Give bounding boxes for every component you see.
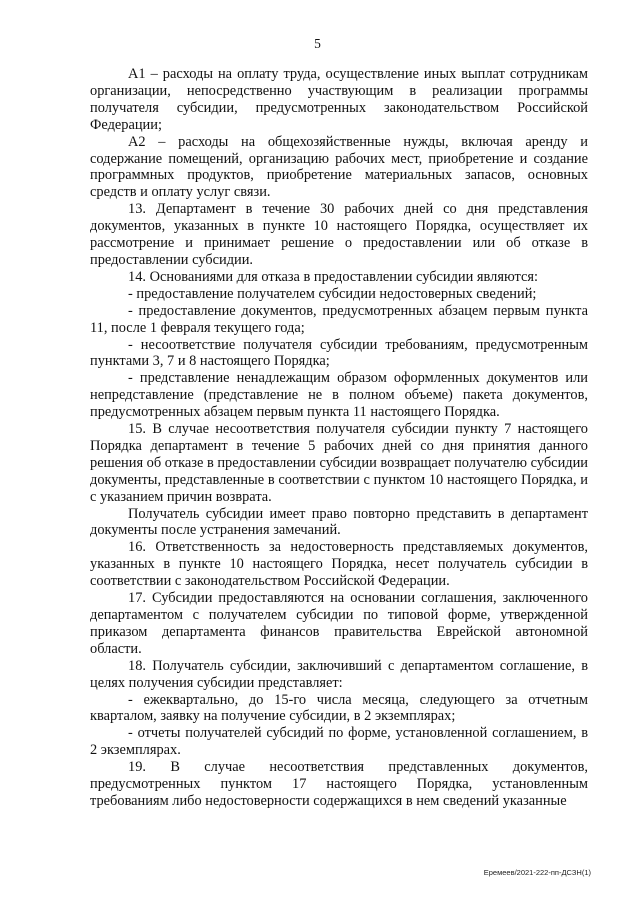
document-body [90,66,588,810]
page-number: 5 [314,36,321,51]
list-item-refusal-1: - предоставление получателем субсидии недостоверных сведений; [128,285,537,302]
paragraph-14: 14. Основаниями для отказа в предоставлении субсидии являются: [128,268,538,285]
paragraph-a2-expenses: А2 – расходы на общехозяйственные нужды, включая аренду и содержание помещений, организацию рабочих мест, приобретение и создание программных продуктов, приобретение материальных запасов, основных средств и оплату услуг связи. [90,133,588,201]
paragraph-18: 18. Получатель субсидии, заключивший с департаментом соглашение, в целях получения субсидии представляет: [90,657,588,691]
list-item-refusal-2: - предоставление документов, предусмотренных абзацем первым пункта 11, после 1 февраля текущего года; [90,302,588,336]
paragraph-16: 16. Ответственность за недостоверность представляемых документов, указанных в пункте 10 настоящего Порядка, несет получатель субсидии в соответствии с законодательством Российской Федерации. [90,539,588,590]
paragraph-15: 15. В случае несоответствия получателя субсидии пункту 7 настоящего Порядка департамент в течение 5 рабочих дней со дня принятия данного решения об отказе в предоставлении субсидии возвращает получателю субсидии документы, представленные в соответствии с пунктом 10 настоящего Порядка, и с указанием причин возврата. [90,421,588,505]
paragraph-19: 19. В случае несоответствия представленных документов, предусмотренных пунктом 17 настоящего Порядка, установленным требованиям либо недостоверности содержащихся в нем сведений указанные [90,759,588,809]
list-item-refusal-4: - представление ненадлежащим образом оформленных документов или непредставление (представление не в полном объеме) пакета документов, предусмотренных абзацем первым пункта 11 настоящего Порядка. [90,370,588,421]
paragraph-resubmission: Получатель субсидии имеет право повторно представить в департамент документы после устранения замечаний. [90,505,588,539]
list-item-refusal-3: - несоответствие получателя субсидии требованиям, предусмотренным пунктами 3, 7 и 8 настоящего Порядка; [90,336,588,370]
list-item-quarterly-request: - ежеквартально, до 15-го числа месяца, следующего за отчетным кварталом, заявку на получение субсидии, в 2 экземплярах; [90,691,588,725]
paragraph-17: 17. Субсидии предоставляются на основании соглашения, заключенного департаментом с получателем субсидии по типовой форме, утвержденной приказом департамента финансов правительства Еврейской автономной области. [90,590,588,657]
paragraph-13: 13. Департамент в течение 30 рабочих дней со дня представления документов, указанных в пункте 10 настоящего Порядка, осуществляет их рассмотрение и принимает решение о предоставлении или об отказе в предоставлении субсидии. [90,201,588,268]
list-item-reports: - отчеты получателей субсидий по форме, установленной соглашением, в 2 экземплярах. [90,725,588,759]
paragraph-a1-expenses: А1 – расходы на оплату труда, осуществление иных выплат сотрудникам организации, непосредственно участвующим в реализации программы получателя субсидии, предусмотренных законодательством Российской Федерации; [90,66,588,133]
document-footer-code: Еремеев/2021-222-пп-ДСЗН(1) [483,868,591,877]
